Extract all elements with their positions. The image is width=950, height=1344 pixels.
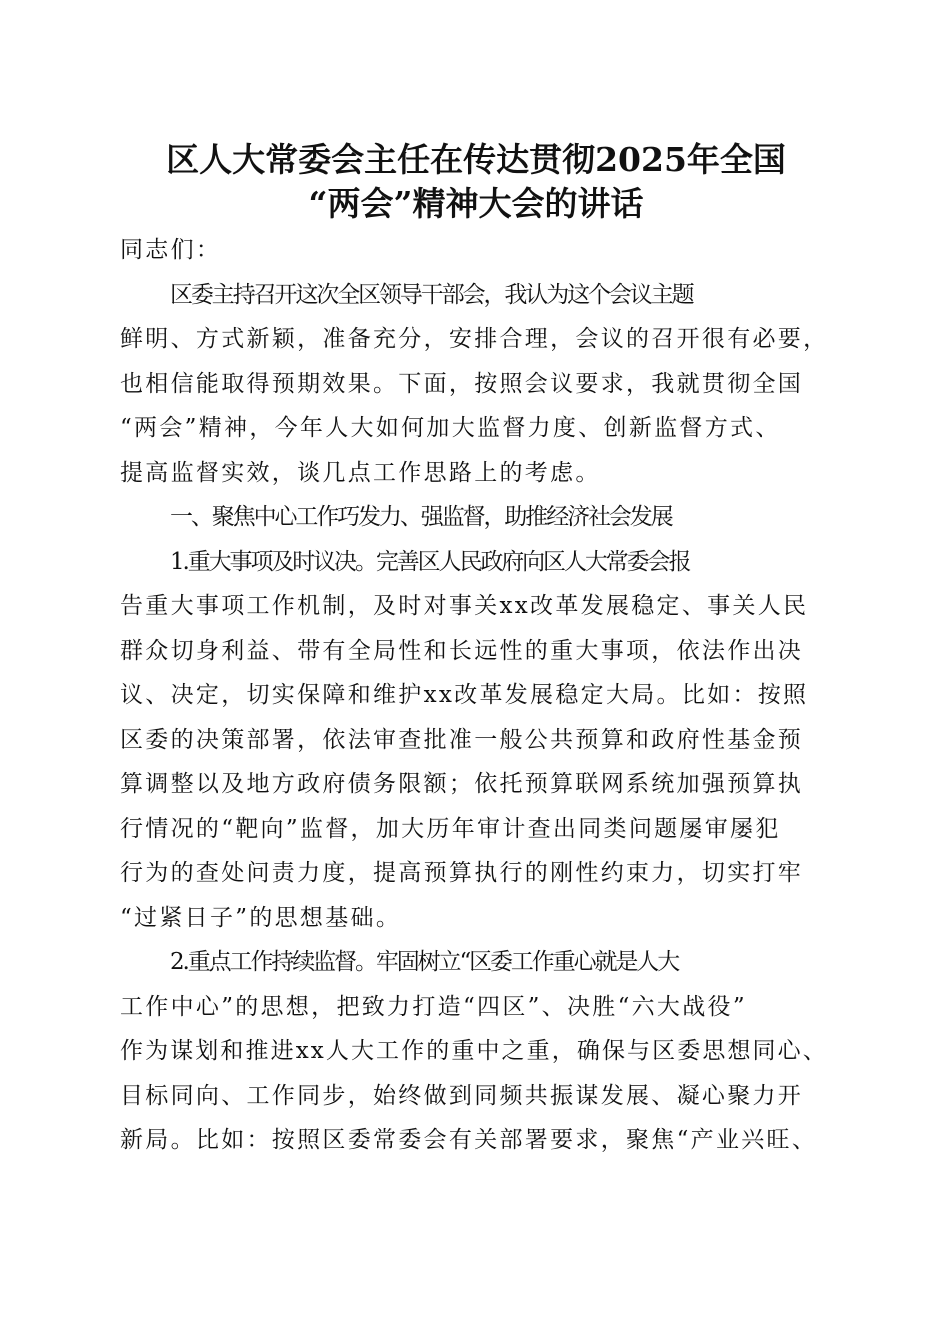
text-line: 算调整以及地方政府债务限额；依托预算联网系统加强预算执 [120,771,804,797]
text-line: 2.重点工作持续监督。牢固树立“区委工作重心就是人大 [170,949,679,975]
text-line: 工作中心”的思想，把致力打造“四区”、决胜“六大战役” [120,993,747,1020]
text-line: 区委主持召开这次全区领导干部会，我认为这个会议主题 [170,281,693,308]
document-page [120,138,832,1163]
paragraph-intro [120,273,832,496]
text-line: 一、聚焦中心工作巧发力、强监督，助推经济社会发展 [170,504,672,530]
section-heading [120,495,832,540]
text-line: 群众切身利益、带有全局性和长远性的重大事项，依法作出决 [120,637,804,664]
paragraph-item-1 [120,540,832,941]
text-line: 鲜明、方式新颖，准备充分，安排合理，会议的召开很有必要， [120,326,829,352]
text-line: 也相信能取得预期效果。下面，按照会议要求，我就贯彻全国 [120,370,804,397]
text-line: 议、决定，切实保障和维护xx改革发展稳定大局。比如：按照 [120,682,809,708]
text-line: 目标同向、工作同步，始终做到同频共振谋发展、凝心聚力开 [120,1082,804,1109]
text-line: 1.重大事项及时议决。完善区人民政府向区人大常委会报 [170,548,690,575]
text-line: 区委的决策部署，依法审查批准一般公共预算和政府性基金预 [120,726,804,753]
title-line: “两会”精神大会的讲话 [308,184,644,223]
paragraph-item-2 [120,940,832,1163]
text-line: 作为谋划和推进xx人大工作的重中之重，确保与区委思想同心、 [120,1038,828,1064]
text-line: 行为的查处问责力度，提高预算执行的刚性约束力，切实打牢 [120,860,804,886]
text-line: 新局。比如：按照区委常委会有关部署要求，聚焦“产业兴旺、 [120,1127,818,1153]
document-title [100,138,852,226]
title-line: 区人大常委会主任在传达贯彻2025年全国 [166,140,786,179]
text-line: “过紧日子”的思想基础。 [120,904,402,931]
text-line: 行情况的“靶向”监督，加大历年审计查出同类问题屡审屡犯 [120,815,781,842]
greeting: 同志们： [120,237,222,263]
text-line: 告重大事项工作机制，及时对事关xx改革发展稳定、事关人民 [120,593,809,619]
text-line: 提高监督实效，谈几点工作思路上的考虑。 [120,459,601,486]
text-line: “两会”精神，今年人大如何加大监督力度、创新监督方式、 [120,415,781,441]
